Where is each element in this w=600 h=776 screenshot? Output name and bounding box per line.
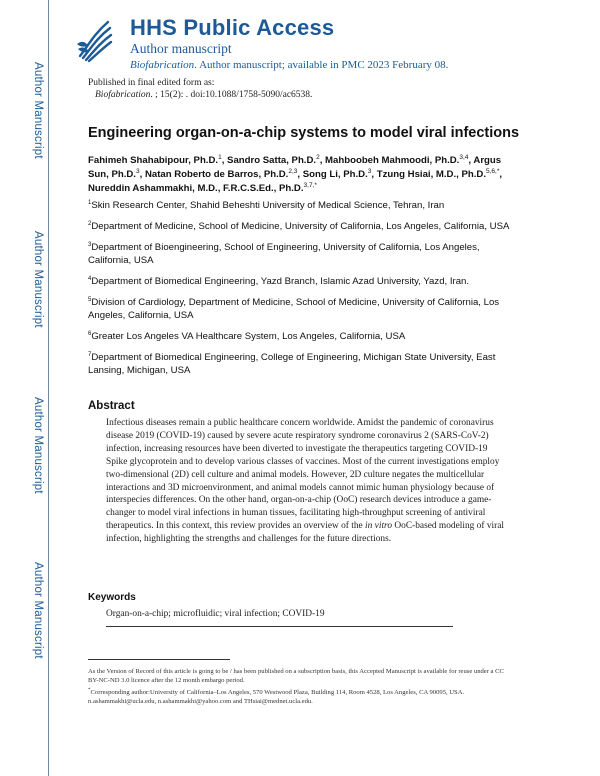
author-name: Mahboobeh Mahmoodi, Ph.D. <box>325 155 460 166</box>
affiliation-list <box>88 199 518 385</box>
author-affiliation-ref: 1 <box>218 153 222 161</box>
author-name: Sandro Satta, Ph.D. <box>227 155 317 166</box>
hhs-public-access-title: HHS Public Access <box>130 15 335 40</box>
corresponding-author-text: Corresponding author:University of California–Los Angeles, 570 Westwood Plaza, Building 114, Room 4528, Los Angeles, CA 90095, USA. n.ashammakhi@ucla.edu, n.ashammakhi@yahoo.com and THsiai@mednet.ucla.edu. <box>88 689 465 705</box>
affiliation-number: 4 <box>88 275 92 282</box>
author-name: Song Li, Ph.D. <box>302 169 368 180</box>
affiliation-number: 3 <box>88 241 92 248</box>
sidebar-label: Author Manuscript <box>32 562 44 659</box>
abstract-heading: Abstract <box>88 400 135 412</box>
author-affiliation-ref: 2 <box>316 153 320 161</box>
author-name: Fahimeh Shahabipour, Ph.D. <box>88 155 219 166</box>
author-name: Natan Roberto de Barros, Ph.D. <box>144 169 289 180</box>
keywords-list: Organ-on-a-chip; microfluidic; viral infection; COVID-19 <box>106 609 325 619</box>
citation-details: . ; 15(2): . doi:10.1088/1758-5090/ac6538. <box>150 90 313 100</box>
author-affiliation-ref: 2,3 <box>288 167 298 175</box>
published-in-block <box>88 77 312 101</box>
sidebar-label: Author Manuscript <box>32 62 44 159</box>
availability-text: . Author manuscript; available in PMC 2023 February 08. <box>194 59 449 71</box>
keywords-heading: Keywords <box>88 592 136 603</box>
affiliation-text: Division of Cardiology, Department of Medicine, School of Medicine, University of California, Los Angeles, California, USA <box>88 297 500 321</box>
footnote-marker: * <box>88 687 91 693</box>
author-affiliation-ref: 3 <box>367 167 372 175</box>
author-affiliation-ref: 3,4 <box>459 153 469 161</box>
abstract-italic-term: in vitro <box>365 521 393 532</box>
citation-journal: Biofabrication <box>95 90 151 100</box>
affiliation-text: Greater Los Angeles VA Healthcare System, Los Angeles, California, USA <box>91 331 406 342</box>
keywords-divider <box>106 626 453 627</box>
affiliation-item <box>88 220 518 233</box>
author-name: Nureddin Ashammakhi, M.D., F.R.C.S.Ed., Ph.D. <box>88 183 304 194</box>
author-affiliation-ref: 3,7,* <box>303 181 317 189</box>
abstract-body <box>106 417 506 546</box>
sidebar-label: Author Manuscript <box>32 231 44 328</box>
version-of-record-note: As the Version of Record of this article is going to be / has been published on a subscription basis, this Accepted Manuscript is available for reuse under a CC BY-NC-ND 3.0 licence after the 12 month embargo period. <box>88 668 504 684</box>
citation-line <box>88 89 312 101</box>
affiliation-text: Department of Bioengineering, School of Engineering, University of California, Los Angeles, California, USA <box>88 242 480 266</box>
abstract-text: Infectious diseases remain a public healthcare concern worldwide. Amidst the pandemic of coronavirus disease 2019 (COVID-19) caused by severe acute respiratory syndrome coronavirus 2 (SARS-CoV-2) infection, increasing resources have been diverted to investigate the therapeutics targeting COVID-19 Spike glycoprotein and to develop various classes of vaccines. Most of the current investigations employ two-dimensional (2D) cell culture and animal models. However, 2D culture negates the multicellular interactions and 3D microenvironment, and animal models cannot mimic human physiology because of interspecies differences. On the other hand, organ-on-a-chip (OoC) research devices introduce a game-changer to model viral infections in human tissues, facilitating high-throughput screening of antiviral therapeutics. In this context, this review provides an overview of the <box>106 418 500 532</box>
affiliation-text: Skin Research Center, Shahid Beheshti University of Medical Science, Tehran, Iran <box>91 200 445 211</box>
article-title: Engineering organ-on-a-chip systems to model viral infections <box>88 125 520 141</box>
journal-name: Biofabrication <box>130 59 195 71</box>
affiliation-number: 2 <box>88 220 92 227</box>
affiliation-text: Department of Biomedical Engineering, College of Engineering, Michigan State University, East Lansing, Michigan, USA <box>88 352 496 376</box>
affiliation-item <box>88 296 518 322</box>
hhs-eagle-logo-icon <box>74 16 116 64</box>
author-name: Tzung Hsiai, M.D., Ph.D. <box>376 169 486 180</box>
affiliation-item <box>88 241 518 267</box>
author-affiliation-ref: 3 <box>135 167 140 175</box>
affiliation-number: 1 <box>88 199 92 206</box>
author-affiliation-ref: 5,6,* <box>486 167 500 175</box>
corresponding-author-note <box>88 688 508 706</box>
sidebar-label: Author Manuscript <box>32 397 44 494</box>
affiliation-item <box>88 199 518 212</box>
affiliation-number: 6 <box>88 330 92 337</box>
sidebar-divider <box>48 0 49 776</box>
abstract-text: OoC-based modeling of viral infection, highlighting the strengths and challenges for the future directions. <box>106 521 505 545</box>
affiliation-number: 5 <box>88 296 92 303</box>
journal-availability-line <box>130 59 448 71</box>
published-label: Published in final edited form as: <box>88 78 215 88</box>
footnotes <box>88 667 508 709</box>
affiliation-item <box>88 351 518 377</box>
affiliation-text: Department of Medicine, School of Medicine, University of California, Los Angeles, California, USA <box>91 221 510 232</box>
affiliation-item <box>88 275 518 288</box>
affiliation-number: 7 <box>88 351 92 358</box>
affiliation-item <box>88 330 518 343</box>
author-manuscript-subtitle: Author manuscript <box>130 41 232 56</box>
author-list: Fahimeh Shahabipour, Ph.D.$^1$, Sandro Satta, Ph.D.$^2$, Mahboobeh Mahmoodi, Ph.D.$^{3,4}$, Argus Sun, Ph.D.$^3$, Natan Roberto de Barros, Ph.D.$^{2,3}$, Song Li, Ph.D.$^3$, Tzung Hsiai, M.D., Ph.D.$^{5,6,*}$, Nureddin Ashammakhi, M.D., F.R.C.S.Ed., Ph.D.$^{3,7,*}$ <box>88 153 503 194</box>
author-manuscript-sidebar <box>0 0 52 776</box>
author-name: Argus Sun, Ph.D. <box>88 155 502 180</box>
affiliation-text: Department of Biomedical Engineering, Yazd Branch, Islamic Azad University, Yazd, Iran. <box>91 276 470 287</box>
footnote-divider <box>88 659 230 660</box>
